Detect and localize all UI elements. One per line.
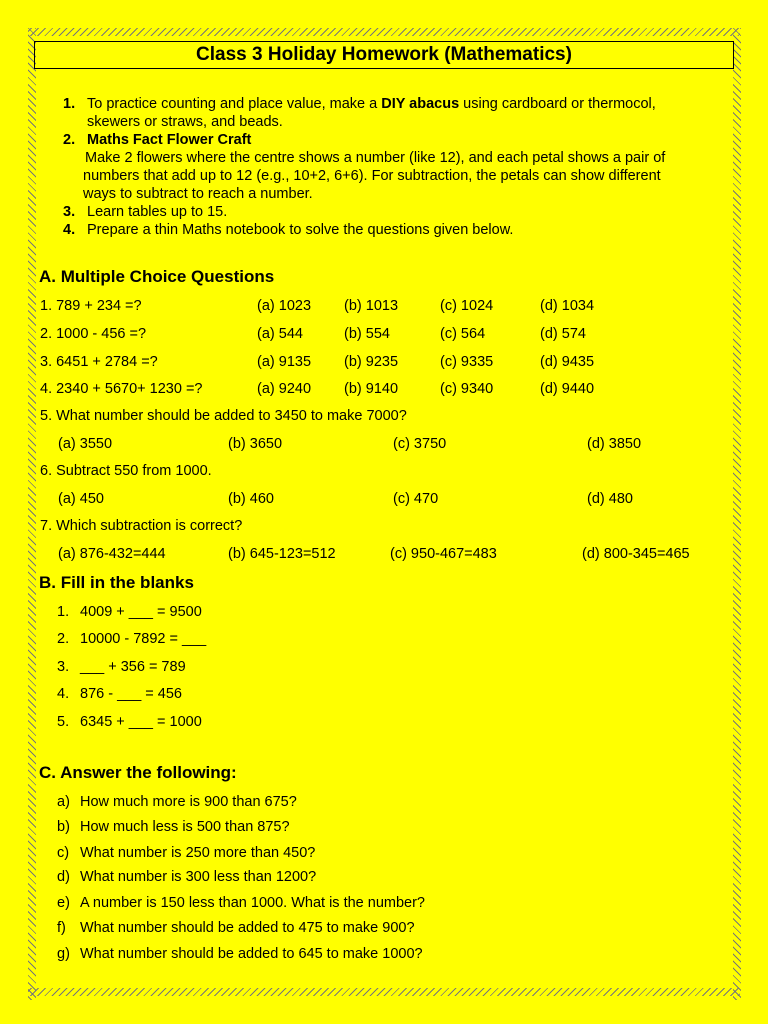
- mcq-6-option-d: (d) 480: [587, 491, 633, 507]
- mcq-1-option-c: (c) 1024: [440, 298, 494, 314]
- instruction-1: [87, 95, 656, 113]
- mcq-question-3: 3. 6451 + 2784 =?: [40, 354, 158, 370]
- instruction-4: Prepare a thin Maths notebook to solve the questions given below.: [87, 222, 514, 238]
- mcq-question-1: 1. 789 + 234 =?: [40, 298, 142, 314]
- section-a-heading: A. Multiple Choice Questions: [39, 267, 275, 286]
- mcq-6-option-c: (c) 470: [393, 491, 439, 507]
- mcq-5-option-b: (b) 3650: [228, 436, 283, 452]
- mcq-3-option-d: (d) 9435: [540, 354, 595, 370]
- instruction-number: 3.: [63, 204, 76, 220]
- instruction-2-line2: numbers that add up to 12 (e.g., 10+2, 6+6). For subtraction, the petals can show different: [83, 168, 661, 184]
- mcq-3-option-a: (a) 9135: [257, 354, 312, 370]
- mcq-question-5: 5. What number should be added to 3450 to make 7000?: [40, 408, 407, 424]
- mcq-question-6: 6. Subtract 550 from 1000.: [40, 463, 212, 479]
- section-c-heading: C. Answer the following:: [39, 763, 237, 782]
- section-b-heading: B. Fill in the blanks: [39, 573, 194, 592]
- mcq-3-option-c: (c) 9335: [440, 354, 494, 370]
- answer-item-letter: f): [57, 920, 66, 936]
- mcq-6-option-b: (b) 460: [228, 491, 274, 507]
- instruction-2-line3: ways to subtract to reach a number.: [83, 186, 313, 202]
- answer-item-letter: b): [57, 819, 70, 835]
- fill-blank-number: 4.: [57, 686, 70, 702]
- answer-item: What number should be added to 645 to make 1000?: [80, 946, 423, 962]
- mcq-7-option-d: (d) 800-345=465: [582, 546, 690, 562]
- instruction-3: Learn tables up to 15.: [87, 204, 228, 220]
- mcq-question-4: 4. 2340 + 5670+ 1230 =?: [40, 381, 203, 397]
- mcq-7-option-a: (a) 876-432=444: [58, 546, 166, 562]
- mcq-question-2: 2. 1000 - 456 =?: [40, 326, 147, 342]
- answer-item-letter: c): [57, 845, 70, 861]
- answer-item-letter: e): [57, 895, 70, 911]
- mcq-5-option-a: (a) 3550: [58, 436, 113, 452]
- mcq-2-option-d: (d) 574: [540, 326, 586, 342]
- mcq-3-option-b: (b) 9235: [344, 354, 399, 370]
- answer-item-letter: a): [57, 794, 70, 810]
- instruction-2-line1: Make 2 flowers where the centre shows a number (like 12), and each petal shows a pair of: [85, 150, 666, 166]
- fill-blank-number: 3.: [57, 659, 70, 675]
- answer-item-letter: g): [57, 946, 70, 962]
- fill-blank-item: 10000 - 7892 = ___: [80, 631, 207, 647]
- mcq-6-option-a: (a) 450: [58, 491, 104, 507]
- fill-blank-item: 876 - ___ = 456: [80, 686, 182, 702]
- mcq-1-option-a: (a) 1023: [257, 298, 312, 314]
- page-border-left: [28, 28, 36, 1000]
- page-title: Class 3 Holiday Homework (Mathematics): [34, 41, 734, 69]
- mcq-4-option-d: (d) 9440: [540, 381, 595, 397]
- fill-blank-item: 4009 + ___ = 9500: [80, 604, 202, 620]
- mcq-7-option-b: (b) 645-123=512: [228, 546, 336, 562]
- answer-item: How much less is 500 than 875?: [80, 819, 290, 835]
- page-border-bottom: [28, 988, 740, 996]
- answer-item: How much more is 900 than 675?: [80, 794, 297, 810]
- mcq-2-option-a: (a) 544: [257, 326, 303, 342]
- instruction-1-line2: skewers or straws, and beads.: [87, 114, 283, 130]
- mcq-4-option-a: (a) 9240: [257, 381, 312, 397]
- fill-blank-number: 5.: [57, 714, 70, 730]
- fill-blank-number: 2.: [57, 631, 70, 647]
- mcq-2-option-c: (c) 564: [440, 326, 486, 342]
- instruction-number: 2.: [63, 132, 76, 148]
- answer-item: What number should be added to 475 to make 900?: [80, 920, 415, 936]
- mcq-4-option-b: (b) 9140: [344, 381, 399, 397]
- answer-item-letter: d): [57, 869, 70, 885]
- instruction-number: 4.: [63, 222, 76, 238]
- answer-item: A number is 150 less than 1000. What is the number?: [80, 895, 425, 911]
- mcq-5-option-c: (c) 3750: [393, 436, 447, 452]
- answer-item: What number is 300 less than 1200?: [80, 869, 317, 885]
- mcq-4-option-c: (c) 9340: [440, 381, 494, 397]
- page-border-right: [733, 28, 741, 1000]
- mcq-question-7: 7. Which subtraction is correct?: [40, 518, 243, 534]
- fill-blank-number: 1.: [57, 604, 70, 620]
- mcq-1-option-d: (d) 1034: [540, 298, 595, 314]
- instruction-1-bold: DIY abacus: [381, 96, 460, 112]
- fill-blank-item: ___ + 356 = 789: [80, 659, 186, 675]
- instruction-2-heading: Maths Fact Flower Craft: [87, 132, 252, 148]
- answer-item: What number is 250 more than 450?: [80, 845, 316, 861]
- mcq-7-option-c: (c) 950-467=483: [390, 546, 497, 562]
- mcq-2-option-b: (b) 554: [344, 326, 390, 342]
- fill-blank-item: 6345 + ___ = 1000: [80, 714, 202, 730]
- instruction-1-pre: To practice counting and place value, make a: [87, 96, 382, 112]
- mcq-5-option-d: (d) 3850: [587, 436, 642, 452]
- mcq-1-option-b: (b) 1013: [344, 298, 399, 314]
- instruction-number: 1.: [63, 96, 76, 112]
- page-border-top: [28, 28, 740, 36]
- instruction-1-post: using cardboard or thermocol,: [459, 96, 656, 112]
